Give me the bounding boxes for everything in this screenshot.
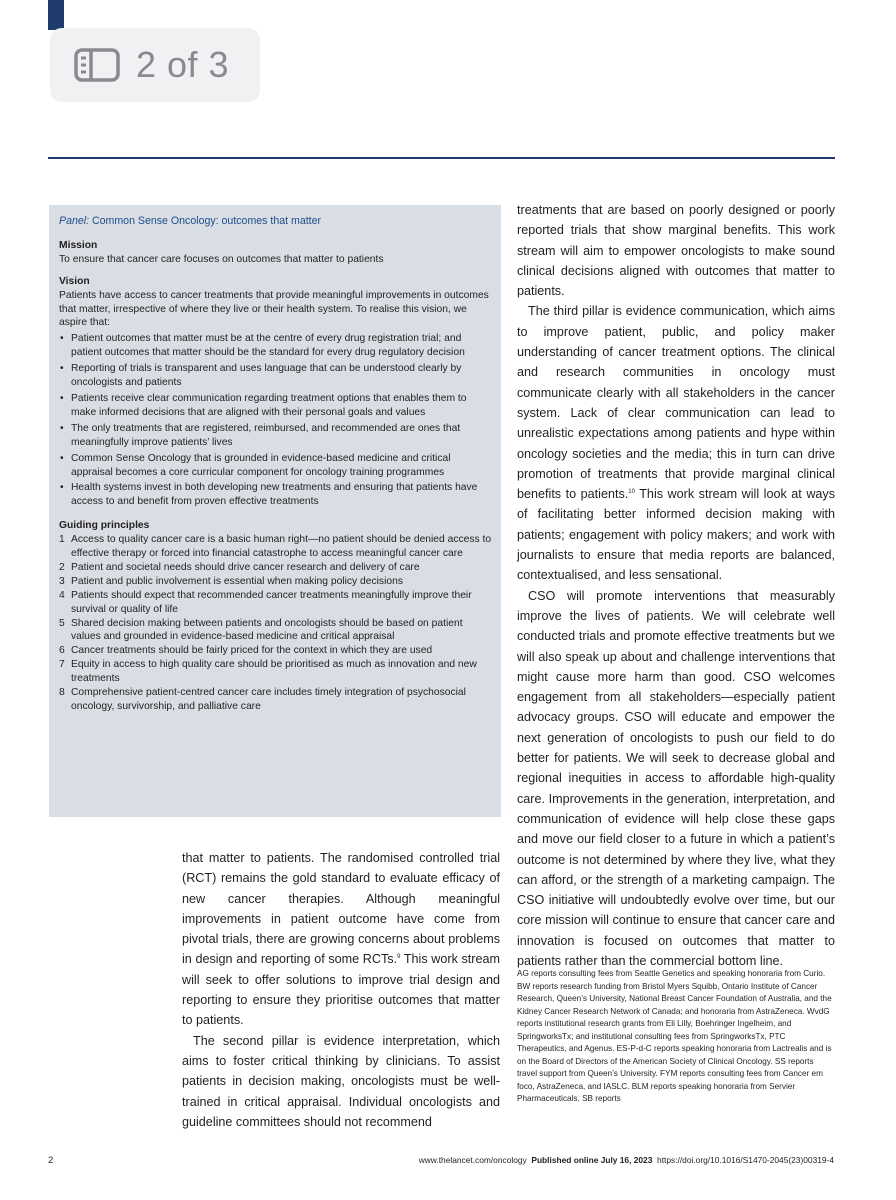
footer-citation: [419, 1155, 834, 1165]
header-rule: [48, 157, 835, 159]
journal-url[interactable]: www.thelancet.com/oncology: [418, 1155, 527, 1165]
list-item: 2 Patient and societal needs should drive cancer research and delivery of care: [59, 561, 420, 573]
list-item: • The only treatments that are registered, reimbursed, and recommended are ones that meaningfully improve patients’ lives: [59, 422, 493, 450]
list-item: 1 Access to quality cancer care is a basic human right—no patient should be denied access to effective therapy or forced into financial catastrophe to access meaningful cancer care: [59, 534, 492, 560]
paragraph: The second pillar is evidence interpretation, which aims to foster critical thinking by clinicians. To assist patients in decision making, oncologists must be well-trained in critical appraisal. Individual oncologists and guideline committees should not recommend: [182, 1033, 500, 1129]
list-item: • Patients receive clear communication regarding treatment options that enables them to make informed decisions that are aligned with their personal goals and values: [59, 392, 493, 420]
list-item: 6 Cancer treatments should be fairly priced for the context in which they are used: [59, 645, 433, 657]
mission-text: To ensure that cancer care focuses on outcomes that matter to patients: [59, 253, 384, 265]
paragraph: treatments that are based on poorly designed or poorly reported trials that show marginal benefits. This work stream will aim to empower oncologists to make sound clinical decisions aligned with outcomes that matter to patients.: [517, 203, 835, 299]
page-counter-badge[interactable]: [50, 28, 260, 102]
list-item: 4 Patients should expect that recommended cancer treatments meaningfully improve their survival or quality of life: [59, 589, 472, 615]
doi-link[interactable]: https://doi.org/10.1016/S1470-2045(23)00319-4: [657, 1155, 834, 1165]
panel-box: [49, 205, 501, 817]
list-item: 8 Comprehensive patient-centred cancer care includes timely integration of psychosocial oncology, survivorship, and palliative care: [59, 687, 466, 712]
mission-heading: Mission: [59, 239, 98, 251]
list-item: 5 Shared decision making between patients and oncologists should be based on patient values and grounded in evidence-based medicine and critical appraisal: [59, 617, 463, 643]
paragraph: CSO will promote interventions that measurably improve the lives of patients. We will celebrate well conducted trials and promote effective treatments but we will also speak up about and challenge interventions that might cause more harm than good. CSO welcomes engagement from all stakeholders—especially patient advocacy groups. CSO will educate and empower the next generation of oncologists to push our field to do better for patients. We will seek to decrease global and regional inequities in access to affordable high-quality care. Improvements in the generation, interpretation, and communication of evidence will help close these gaps and move our field closer to a future in which a patient’s outcome is not determined by where they live, what they can afford, or the strength of a marketing campaign. The CSO initiative will undoubtedly evolve over time, but our core mission will continue to ensure that cancer care and innovation is focused on outcomes that matter to patients rather than the commercial bottom line.: [517, 588, 835, 968]
paragraph: that matter to patients. The randomised controlled trial (RCT) remains the gold standard to evaluate efficacy of new cancer therapies. Although meaningful improvements in patient outcome have come from pivotal trials, there are growing concerns about problems in design and reporting of some RCTs.$^9$ This work stream will seek to offer solutions to improve trial design and reporting to ensure they prioritise outcomes that matter to patients.: [182, 851, 500, 1028]
paragraph: The third pillar is evidence communication, which aims to improve patient, public, and policy maker understanding of cancer treatment options. The clinical and research communities in oncology must communicate clearly with all stakeholders in the cancer system. Lack of clear communication can lead to unrealistic expectations among patients and hype within oncology societies and the media; this in turn can drive promotion of treatments that provide marginal clinical benefits to patients.$^{10}$ This work stream will look at ways of facilitating better informed decision making with patients; engagement with policy makers; and work with journalists to ensure that media reports are balanced, contextualised, and less sensational.: [517, 304, 836, 583]
list-item: • Common Sense Oncology that is grounded in evidence-based medicine and critical appraisal becomes a core curricular component for oncology training programmes: [59, 452, 493, 480]
list-item: • Patient outcomes that matter must be at the centre of every drug registration trial; and patient outcomes that matter should be the standard for every drug regulatory decision: [59, 332, 493, 360]
published-date: Published online July 16, 2023: [531, 1155, 653, 1165]
list-item: 3 Patient and public involvement is essential when making policy decisions: [59, 575, 403, 587]
panel-title: Panel: Common Sense Oncology: outcomes that matter: [59, 215, 322, 227]
page-counter-label: 2 of 3: [136, 44, 230, 85]
list-item: • Health systems invest in both developing new treatments and ensuring that patients have access to and benefit from proven effective treatments: [59, 481, 493, 509]
list-item: • Reporting of trials is transparent and uses language that can be understood clearly by oncologists and patients: [59, 362, 493, 390]
vision-heading: Vision: [59, 275, 90, 287]
vision-text: Patients have access to cancer treatments that provide meaningful improvements in outcomes that matter, irrespective of where they live or their health system. To realise this vision, we aspire that:: [59, 289, 489, 329]
principles-list: [59, 533, 493, 714]
vision-bullet-list: [59, 332, 493, 509]
right-column-text: [517, 200, 835, 971]
left-column-text: [182, 848, 500, 1132]
disclosures-text: AG reports consulting fees from Seattle Genetics and speaking honoraria from Curio. BW reports research funding from Bristol Myers Squibb, Ontario Institute of Cancer Research, Queen’s University, National Breast Cancer Foundation of Australia, and the Kidney Cancer Research Network of Canada; and honoraria from AstraZeneca. WvdG reports institutional research grants from Eli Lilly, Boehringer Ingelheim, and SpringworksTx; and institutional consulting fees from SpringworksTx, PTC Therapeutics, and Agenus. ES-P-d-C reports speaking honoraria from Lactrealis and is on the Board of Directors of the American Society of Clinical Oncology. SS reports travel support from Queen’s University. FYM reports consulting fees from Cancer em foco, AstraZeneca, and IASLC. BLM reports speaking honoraria from Servier Pharmaceuticals. SB reports: [517, 969, 832, 1103]
sidebar-icon[interactable]: [74, 48, 120, 82]
principles-heading: Guiding principles: [59, 520, 150, 532]
page-number: 2: [48, 1155, 54, 1166]
top-accent-bar: [48, 0, 64, 30]
list-item: 7 Equity in access to high quality care should be prioritised as much as innovation and new treatments: [59, 659, 477, 685]
